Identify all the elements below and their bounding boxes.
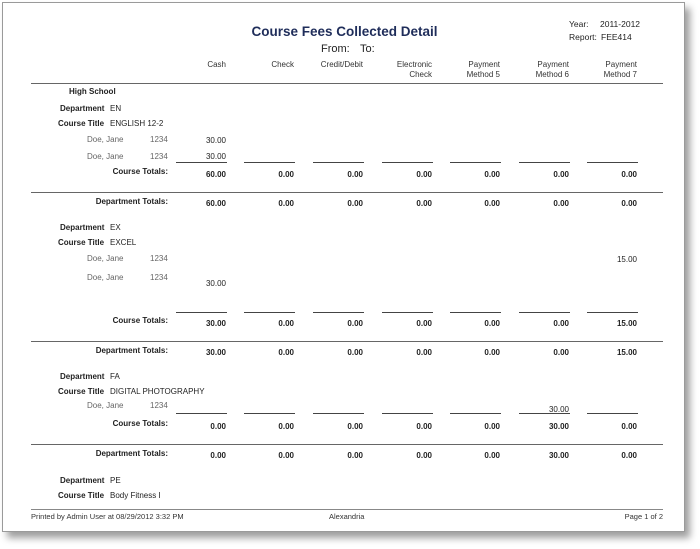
course-title-label: Course Title: [58, 491, 105, 500]
course-total-method6: 0.00: [553, 319, 569, 328]
dept-total-method6: 30.00: [548, 451, 569, 460]
column-underline: [176, 413, 227, 414]
student-id: 1234: [150, 401, 168, 410]
course-title: DIGITAL PHOTOGRAPHY: [110, 387, 205, 396]
student-name: Doe, Jane: [87, 135, 124, 144]
department-divider: [31, 192, 663, 193]
dept-total-cash: 60.00: [205, 199, 226, 208]
student-name: Doe, Jane: [87, 152, 124, 161]
course-total-credit: 0.00: [347, 319, 363, 328]
column-underline: [176, 312, 227, 313]
year-value: 2011-2012: [600, 19, 641, 29]
report-title: Course Fees Collected Detail: [251, 24, 438, 39]
dept-total-credit: 0.00: [347, 199, 363, 208]
course-title: EXCEL: [110, 238, 137, 247]
column-underline: [244, 162, 295, 163]
student-name: Doe, Jane: [87, 254, 124, 263]
course-total-cash: 30.00: [205, 319, 226, 328]
student-amount: 30.00: [205, 152, 226, 161]
department-label: Department: [60, 104, 105, 113]
dept-total-cash: 30.00: [205, 348, 226, 357]
course-total-check: 0.00: [278, 422, 294, 431]
course-title-label: Course Title: [58, 238, 105, 247]
column-header-check: Check: [271, 60, 294, 69]
dept-total-electronic: 0.00: [416, 348, 432, 357]
course-total-method5: 0.00: [484, 170, 500, 179]
course-total-method5: 0.00: [484, 319, 500, 328]
department-divider: [31, 444, 663, 445]
report-page: [2, 2, 685, 532]
column-underline: [519, 312, 570, 313]
course-total-cash: 60.00: [205, 170, 226, 179]
department-totals-label: Department Totals:: [95, 449, 168, 458]
from-label: From:: [321, 43, 350, 55]
column-header-payment-method-5: Payment Method 5: [466, 60, 500, 79]
dept-total-cash: 0.00: [210, 451, 226, 460]
column-header-payment-method-6: Payment Method 6: [535, 60, 569, 79]
column-underline: [587, 162, 638, 163]
column-underline: [382, 413, 433, 414]
student-id: 1234: [150, 152, 168, 161]
column-header-payment-method-7: Payment Method 7: [603, 60, 637, 79]
column-header-electronic-check: Electronic Check: [396, 60, 432, 79]
student-id: 1234: [150, 135, 168, 144]
footer-printed-by: Printed by Admin User at 08/29/2012 3:32 PM: [31, 512, 184, 521]
dept-total-method5: 0.00: [484, 199, 500, 208]
footer-page-number: Page 1 of 2: [624, 512, 663, 521]
department-label: Department: [60, 223, 105, 232]
course-totals-label: Course Totals:: [112, 167, 168, 176]
course-total-cash: 0.00: [210, 422, 226, 431]
dept-total-check: 0.00: [278, 348, 294, 357]
dept-total-electronic: 0.00: [416, 199, 432, 208]
dept-total-method6: 0.00: [553, 199, 569, 208]
column-underline: [244, 312, 295, 313]
student-amount: 30.00: [205, 279, 226, 288]
student-id: 1234: [150, 254, 168, 263]
student-amount: 30.00: [205, 136, 226, 145]
dept-total-check: 0.00: [278, 199, 294, 208]
department-code: EX: [110, 223, 121, 232]
dept-total-method7: 0.00: [621, 451, 637, 460]
course-total-method7: 0.00: [621, 170, 637, 179]
department-code: PE: [110, 476, 121, 485]
department-label: Department: [60, 372, 105, 381]
course-title-label: Course Title: [58, 119, 105, 128]
column-underline: [587, 312, 638, 313]
student-amount: 30.00: [548, 405, 569, 414]
course-total-check: 0.00: [278, 319, 294, 328]
course-title: ENGLISH 12-2: [110, 119, 164, 128]
department-label: Department: [60, 476, 105, 485]
column-underline: [587, 413, 638, 414]
column-header-credit-debit: Credit/Debit: [320, 60, 363, 69]
dept-total-method7: 0.00: [621, 199, 637, 208]
column-underline: [450, 162, 501, 163]
student-id: 1234: [150, 273, 168, 282]
footer-divider: [31, 509, 663, 510]
column-underline: [519, 413, 570, 414]
dept-total-method5: 0.00: [484, 451, 500, 460]
course-total-electronic: 0.00: [416, 422, 432, 431]
course-total-electronic: 0.00: [416, 170, 432, 179]
course-total-credit: 0.00: [347, 170, 363, 179]
column-underline: [313, 312, 364, 313]
to-label: To:: [360, 43, 375, 55]
report-label: Report:: [569, 32, 597, 42]
column-underline: [450, 312, 501, 313]
footer-location: Alexandria: [329, 512, 365, 521]
course-title-label: Course Title: [58, 387, 105, 396]
course-totals-label: Course Totals:: [112, 419, 168, 428]
course-total-method7: 0.00: [621, 422, 637, 431]
dept-total-electronic: 0.00: [416, 451, 432, 460]
department-totals-label: Department Totals:: [95, 197, 168, 206]
student-name: Doe, Jane: [87, 273, 124, 282]
section-title: High School: [69, 87, 116, 96]
column-underline: [450, 413, 501, 414]
header-divider: [31, 83, 663, 84]
year-label: Year:: [569, 19, 589, 29]
course-totals-label: Course Totals:: [112, 316, 168, 325]
student-name: Doe, Jane: [87, 401, 124, 410]
department-totals-label: Department Totals:: [95, 346, 168, 355]
course-total-method6: 0.00: [553, 170, 569, 179]
course-total-check: 0.00: [278, 170, 294, 179]
column-underline: [244, 413, 295, 414]
course-total-method7: 15.00: [616, 319, 637, 328]
report-code: FEE414: [601, 32, 632, 42]
column-underline: [176, 162, 227, 163]
course-total-method5: 0.00: [484, 422, 500, 431]
column-header-cash: Cash: [207, 60, 226, 69]
department-code: EN: [110, 104, 122, 113]
department-code: FA: [110, 372, 120, 381]
column-underline: [313, 413, 364, 414]
column-underline: [382, 162, 433, 163]
column-underline: [519, 162, 570, 163]
department-divider: [31, 341, 663, 342]
course-total-credit: 0.00: [347, 422, 363, 431]
column-underline: [313, 162, 364, 163]
dept-total-credit: 0.00: [347, 451, 363, 460]
dept-total-credit: 0.00: [347, 348, 363, 357]
dept-total-method6: 0.00: [553, 348, 569, 357]
student-amount: 15.00: [616, 255, 637, 264]
dept-total-method7: 15.00: [616, 348, 637, 357]
dept-total-check: 0.00: [278, 451, 294, 460]
course-total-electronic: 0.00: [416, 319, 432, 328]
course-total-method6: 30.00: [548, 422, 569, 431]
column-underline: [382, 312, 433, 313]
dept-total-method5: 0.00: [484, 348, 500, 357]
course-title: Body Fitness I: [110, 491, 161, 500]
